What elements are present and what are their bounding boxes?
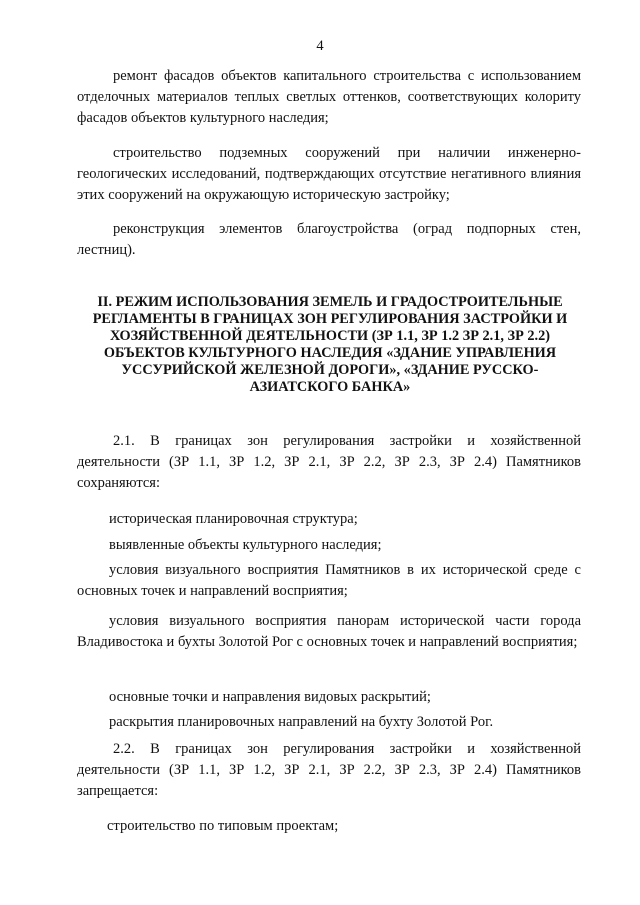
section-heading: II. РЕЖИМ ИСПОЛЬЗОВАНИЯ ЗЕМЕЛЬ И ГРАДОСТРОИТЕЛЬНЫЕ РЕГЛАМЕНТЫ В ГРАНИЦАХ ЗОН РЕГУЛИРОВАНИЯ ЗАСТРОЙКИ И ХОЗЯЙСТВЕННОЙ ДЕЯТЕЛЬНОСТИ (ЗР 1.1, ЗР 1.2 ЗР 2.1, ЗР 2.2) ОБЪЕКТОВ КУЛЬТУРНОГО НАСЛЕДИЯ «ЗДАНИЕ УПРАВЛЕНИЯ УССУРИЙСКОЙ ЖЕЛЕЗНОЙ ДОРОГИ», «ЗДАНИЕ РУССКО-АЗИАТСКОГО БАНКА» bbox=[92, 294, 568, 395]
clause-2-1-text: 2.1. В границах зон регулирования застройки и хозяйственной деятельности (ЗР 1.1, ЗР 1.2, ЗР 2.1, ЗР 2.2, ЗР 2.3, ЗР 2.4) Памятников сохраняются: bbox=[77, 433, 581, 491]
page-number: 4 bbox=[316, 38, 324, 54]
paragraph-landscaping-reconstruction: реконструкция элементов благоустройства (оград подпорных стен, лестниц). bbox=[77, 221, 581, 258]
clause-2-2-text: 2.2. В границах зон регулирования застройки и хозяйственной деятельности (ЗР 1.1, ЗР 1.2, ЗР 2.1, ЗР 2.2, ЗР 2.3, ЗР 2.4) Памятников запрещается: bbox=[77, 741, 581, 799]
list-item: раскрытия планировочных направлений на бухту Золотой Рог. bbox=[109, 714, 494, 730]
paragraph-underground-construction: строительство подземных сооружений при наличии инженерно-геологических исследований, подтверждающих отсутствие негативного влияния этих сооружений на окружающую историческую застройку; bbox=[77, 145, 581, 203]
list-item: условия визуального восприятия панорам исторической части города Владивостока и бухты Золотой Рог с основных точек и направлений восприятия; bbox=[77, 613, 581, 650]
list-item: основные точки и направления видовых раскрытий; bbox=[109, 689, 431, 705]
list-item: историческая планировочная структура; bbox=[109, 511, 358, 527]
list-item: строительство по типовым проектам; bbox=[107, 818, 339, 834]
list-item: выявленные объекты культурного наследия; bbox=[109, 537, 382, 553]
paragraph-facade-repair: ремонт фасадов объектов капитального строительства с использованием отделочных материалов теплых светлых оттенков, соответствующих колориту фасадов объектов культурного наследия; bbox=[77, 68, 581, 126]
list-item: условия визуального восприятия Памятников в их исторической среде с основных точек и направлений восприятия; bbox=[77, 562, 581, 599]
